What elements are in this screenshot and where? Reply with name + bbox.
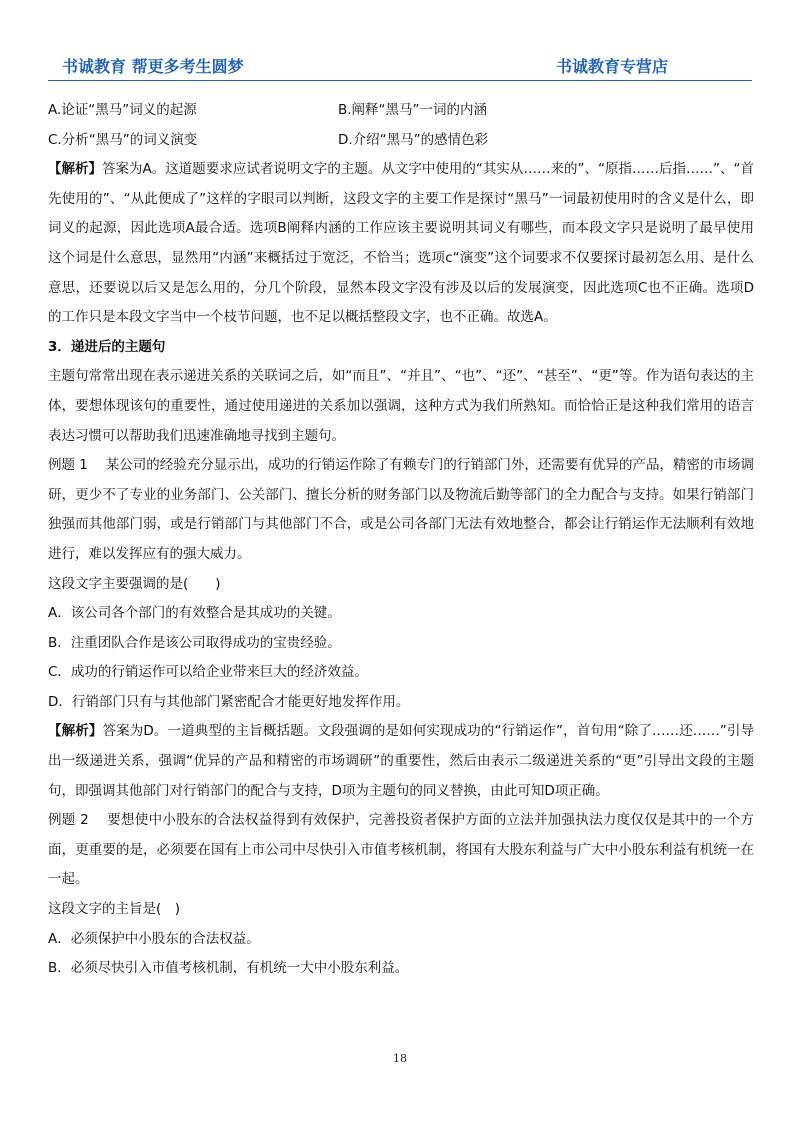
example-1-option-b: B．注重团队合作是该公司取得成功的宝贵经验。 — [48, 634, 341, 651]
option-c: C.分析“黑马”的词义演变 — [48, 131, 198, 148]
example-2-text: 例题 2 要想使中小股东的合法权益得到有效保护，完善投资者保护方面的立法并加强执法力度仅仅是其中的一个方面，更重要的是，必须要在国有上市公司中尽快引入市值考核机制，将国有大股东利益与广大中小股东利益有机统一在一起。 — [48, 812, 754, 888]
analysis-paragraph-2 — [48, 717, 754, 806]
header-divider — [48, 80, 752, 81]
option-b: B.阐释“黑马”一词的内涵 — [338, 102, 488, 118]
example-2-question: 这段文字的主旨是( ) — [48, 901, 181, 918]
page-header — [62, 54, 668, 78]
section-heading: 3．递进后的主题句 — [48, 338, 166, 355]
example-1-text: 例题 1 某公司的经验充分显示出，成功的行销运作除了有赖专门的行销部门外，还需要有优异的产品，精密的市场调研，更少不了专业的业务部门、公关部门、擅长分析的财务部门以及物流后勤等部门的全力配合与支持。如果行销部门独强而其他部门弱，或是行销部门与其他部门不合，或是公司各部门无法有效地整合，都会让行销运作无法顺利有效地进行，难以发挥应有的强大威力。 — [48, 457, 754, 562]
example-2-option-a: A．必须保护中小股东的合法权益。 — [48, 930, 260, 947]
analysis-paragraph-1 — [48, 155, 754, 333]
example-1-option-a: A．该公司各个部门的有效整合是其成功的关键。 — [48, 605, 341, 622]
analysis-tag: 【解析】 — [48, 161, 103, 178]
option-d: D.介绍“黑马”的感情色彩 — [338, 131, 489, 148]
analysis-tag: 【解析】 — [48, 723, 103, 740]
example-1-question: 这段文字主要强调的是( ) — [48, 575, 221, 592]
analysis-text: 答案为D。一道典型的主旨概括题。文段强调的是如何实现成功的“行销运作”，首句用“除了……还……”引导出一级递进关系，强调“优异的产品和精密的市场调研”的重要性，然后由表示二级递进关系的“更”引导出文段的主题句，即强调其他部门对行销部门的配合与支持，D项为主题句的同义替换，由此可知D项正确。 — [48, 723, 755, 799]
header-store-name: 书诚教育专营店 — [555, 57, 668, 76]
options-row-cd — [48, 126, 754, 156]
example-1-option-c: C．成功的行销运作可以给企业带来巨大的经济效益。 — [48, 664, 368, 681]
page-content — [48, 96, 754, 984]
page-number: 18 — [393, 1052, 407, 1065]
example-2-option-b: B．必须尽快引入市值考核机制，有机统一大中小股东利益。 — [48, 960, 409, 977]
section-intro: 主题句常常出现在表示递进关系的关联词之后，如“而且”、“并且”、“也”、“还”、“甚至”、“更”等。作为语句表达的主体，要想体现该句的重要性，通过使用递进的关系加以强调，这种方式为我们所熟知。而恰恰正是这种我们常用的语言表达习惯可以帮助我们迅速准确地寻找到主题句。 — [48, 368, 754, 444]
analysis-text: 答案为A。这道题要求应试者说明文字的主题。从文字中使用的“其实从……来的”、“原指……后指……”、“首先使用的”、“从此便成了”这样的字眼司以判断，这段文字的主要工作是探讨“黑马”一词最初使用时的含义是什么，即词义的起源，因此选项A最合适。选项B阐释内涵的工作应该主要说明其词义有哪些，而本段文字只是说明了最早使用这个词是什么意思，显然用“内涵”来概括过于宽泛，不恰当；选项c“演变”这个词要求不仅要探讨最初怎么用、是什么意思，还要说以后又是怎么用的，分几个阶段，显然本段文字没有涉及以后的发展演变，因此选项C也不正确。选项D的工作只是本段文字当中一个枝节问题，也不足以概括整段文字，也不正确。故选A。 — [48, 161, 754, 326]
options-row-ab — [48, 96, 754, 126]
example-1-option-d: D．行销部门只有与其他部门紧密配合才能更好地发挥作用。 — [48, 693, 410, 710]
header-brand-slogan: 书诚教育 帮更多考生圆梦 — [62, 57, 244, 76]
option-a: A.论证“黑马”词义的起源 — [48, 102, 197, 118]
